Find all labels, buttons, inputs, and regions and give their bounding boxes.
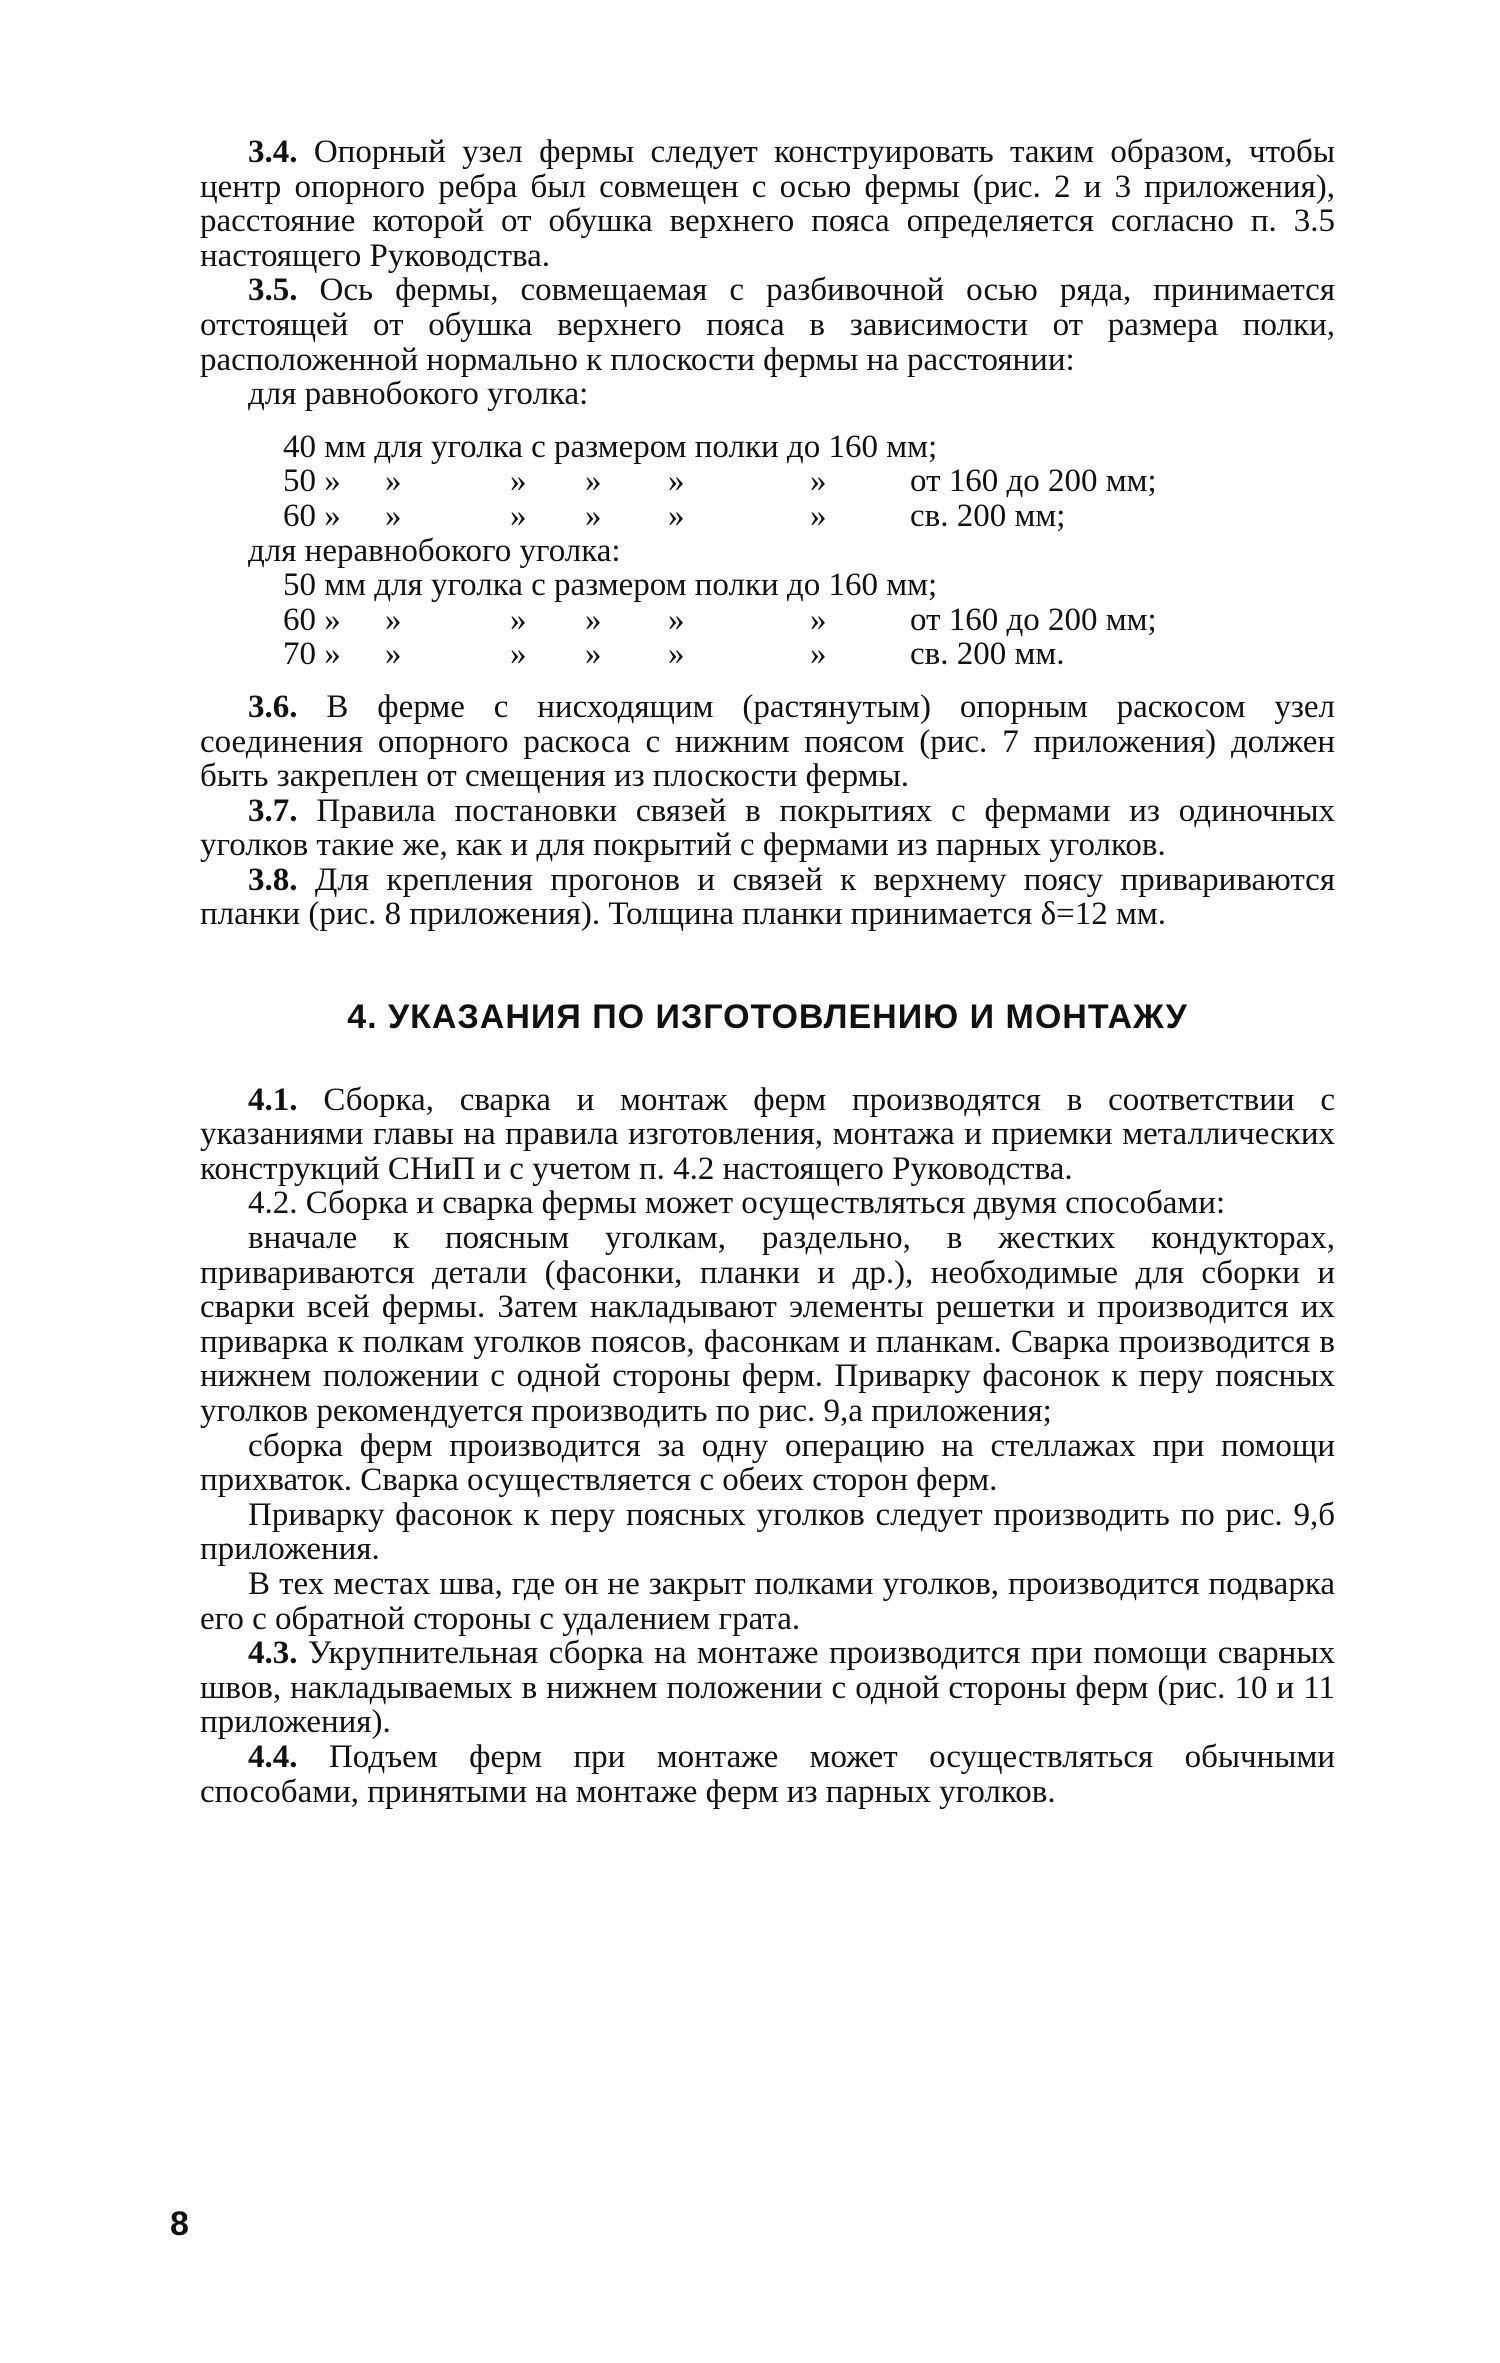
paragraph-4-3 <box>200 1636 1335 1740</box>
paragraph-4-2-seam: В тех местах шва, где он не закрыт полками уголков, производится подварка его с обратной стороны с удалением грата. <box>200 1565 1335 1637</box>
paragraph-4-4 <box>200 1740 1335 1809</box>
paragraph-3-7 <box>200 794 1335 863</box>
paragraph-text: Сборка и сварка фермы может осуществляться двумя способами: <box>305 1185 1226 1222</box>
page-number: 8 <box>170 2205 189 2243</box>
paragraph-4-2-method-2: сборка ферм производится за одну операцию на стеллажах при помощи прихваток. Сварка осуществляется с обеих сторон ферм. <box>200 1427 1335 1499</box>
ditto-mark: » <box>510 497 527 534</box>
ditto-mark: » <box>510 636 527 673</box>
clause-number: 3.4. <box>248 134 298 170</box>
list-row <box>200 499 1335 534</box>
paragraph-3-5 <box>200 273 1335 377</box>
size-range: от 160 до 200 мм; <box>910 463 1157 500</box>
list-row <box>200 430 1335 465</box>
ditto-mark: » <box>385 601 402 638</box>
ditto-mark: » <box>510 601 527 638</box>
paragraph-text: Опорный узел фермы следует конструировать таким образом, чтобы центр опорного ребра был совмещен с осью фермы (рис. 2 и 3 приложения), расстояние которой от обушка верхнего пояса определяется согласно п. 3.5 настоящего Руководства. <box>200 134 1336 274</box>
paragraph-text: Ось фермы, совмещаемая с разбивочной осью ряда, принимается отстоящей от обушка верхнего пояса в зависимости от размера полки, расположенной нормально к плоскости фермы на расстоянии: <box>200 272 1336 378</box>
clause-number: 3.6. <box>248 688 298 725</box>
ditto-mark: » <box>585 497 602 534</box>
ditto-mark: » <box>385 497 402 534</box>
paragraph-3-6 <box>200 690 1335 794</box>
ditto-value: 60 » <box>283 497 341 534</box>
paragraph-4-2-method-1: вначале к поясным уголкам, раздельно, в жестких кондукторах, привариваются детали (фасонки, планки и др.), необходимые для сборки и сварки всей фермы. Затем накладывают элементы решетки и производится их приварка к полкам уголков поясов, фасонкам и планкам. Сварка производится в нижнем положении с одной стороны ферм. Приварку фасонок к перу поясных уголков рекомендуется производить по рис. 9,а приложения; <box>200 1220 1335 1429</box>
paragraph-text: Правила постановки связей в покрытиях с фермами из одиночных уголков такие же, как и для покрытий с фермами из парных уголков. <box>200 792 1335 864</box>
equal-angle-label: для равнобокого уголка: <box>248 376 589 413</box>
clause-number: 4.3. <box>248 1635 298 1672</box>
ditto-mark: » <box>510 463 527 500</box>
ditto-mark: » <box>810 497 827 534</box>
ditto-mark: » <box>810 601 827 638</box>
size-range: от 160 до 200 мм; <box>910 601 1157 638</box>
unequal-angle-list <box>200 568 1335 672</box>
ditto-mark: » <box>585 463 602 500</box>
ditto-mark: » <box>810 463 827 500</box>
paragraph-text: Подъем ферм при монтаже может осуществляться обычными способами, принятыми на монтаже ферм из парных уголков. <box>200 1738 1336 1810</box>
paragraph-text: Сборка, сварка и монтаж ферм производятся в соответствии с указаниями главы на правила изготовления, монтажа и приемки металлических конструкций СНиП и с учетом п. 4.2 настоящего Руководства. <box>200 1081 1335 1187</box>
list-row <box>200 568 1335 603</box>
list-row <box>200 464 1335 499</box>
paragraph-3-8 <box>200 863 1335 932</box>
list-row <box>200 637 1335 672</box>
ditto-mark: » <box>668 601 685 638</box>
paragraph-3-4 <box>200 135 1335 273</box>
ditto-value: 60 » <box>283 601 341 638</box>
ditto-value: 70 » <box>283 636 341 673</box>
clause-number: 4.4. <box>248 1738 298 1775</box>
paragraph-text: В ферме с нисходящим (растянутым) опорным раскосом узел соединения опорного раскоса с нижним поясом (рис. 7 приложения) должен быть закреплен от смещения из плоскости фермы. <box>200 688 1336 795</box>
clause-number: 4.1. <box>248 1081 298 1118</box>
ditto-mark: » <box>385 636 402 673</box>
list-row-text: 40 мм для уголка с размером полки до 160 мм; <box>283 428 938 465</box>
list-row <box>200 603 1335 638</box>
unequal-angle-label: для неравнобокого уголка: <box>248 532 621 569</box>
paragraph-text: Для крепления прогонов и связей к верхнему поясу привариваются планки (рис. 8 приложения). Толщина планки принимается δ=12 мм. <box>200 861 1336 933</box>
clause-number: 3.5. <box>248 272 298 309</box>
paragraph-4-2-note: Приварку фасонок к перу поясных уголков следует производить по рис. 9,б приложения. <box>200 1496 1335 1568</box>
ditto-value: 50 » <box>283 463 341 500</box>
ditto-mark: » <box>668 636 685 673</box>
ditto-mark: » <box>385 463 402 500</box>
paragraph-4-1 <box>200 1083 1335 1187</box>
size-range: св. 200 мм. <box>910 636 1065 673</box>
ditto-mark: » <box>668 497 685 534</box>
size-range: св. 200 мм; <box>910 497 1066 534</box>
paragraph-4-2 <box>200 1186 1335 1221</box>
body-text <box>200 135 1335 1809</box>
ditto-mark: » <box>585 636 602 673</box>
equal-angle-list <box>200 430 1335 534</box>
ditto-mark: » <box>810 636 827 673</box>
paragraph-text: Укрупнительная сборка на монтаже производится при помощи сварных швов, накладываемых в нижнем положении с одной стороны ферм (рис. 10 и 11 приложения). <box>200 1635 1335 1741</box>
ditto-mark: » <box>585 601 602 638</box>
clause-number: 3.8. <box>248 861 298 898</box>
section-heading: 4. УКАЗАНИЯ ПО ИЗГОТОВЛЕНИЮ И МОНТАЖУ <box>347 998 1188 1037</box>
clause-number: 3.7. <box>248 792 298 829</box>
list-row-text: 50 мм для уголка с размером полки до 160 мм; <box>283 567 938 604</box>
clause-number: 4.2. <box>248 1185 298 1222</box>
ditto-mark: » <box>668 463 685 500</box>
